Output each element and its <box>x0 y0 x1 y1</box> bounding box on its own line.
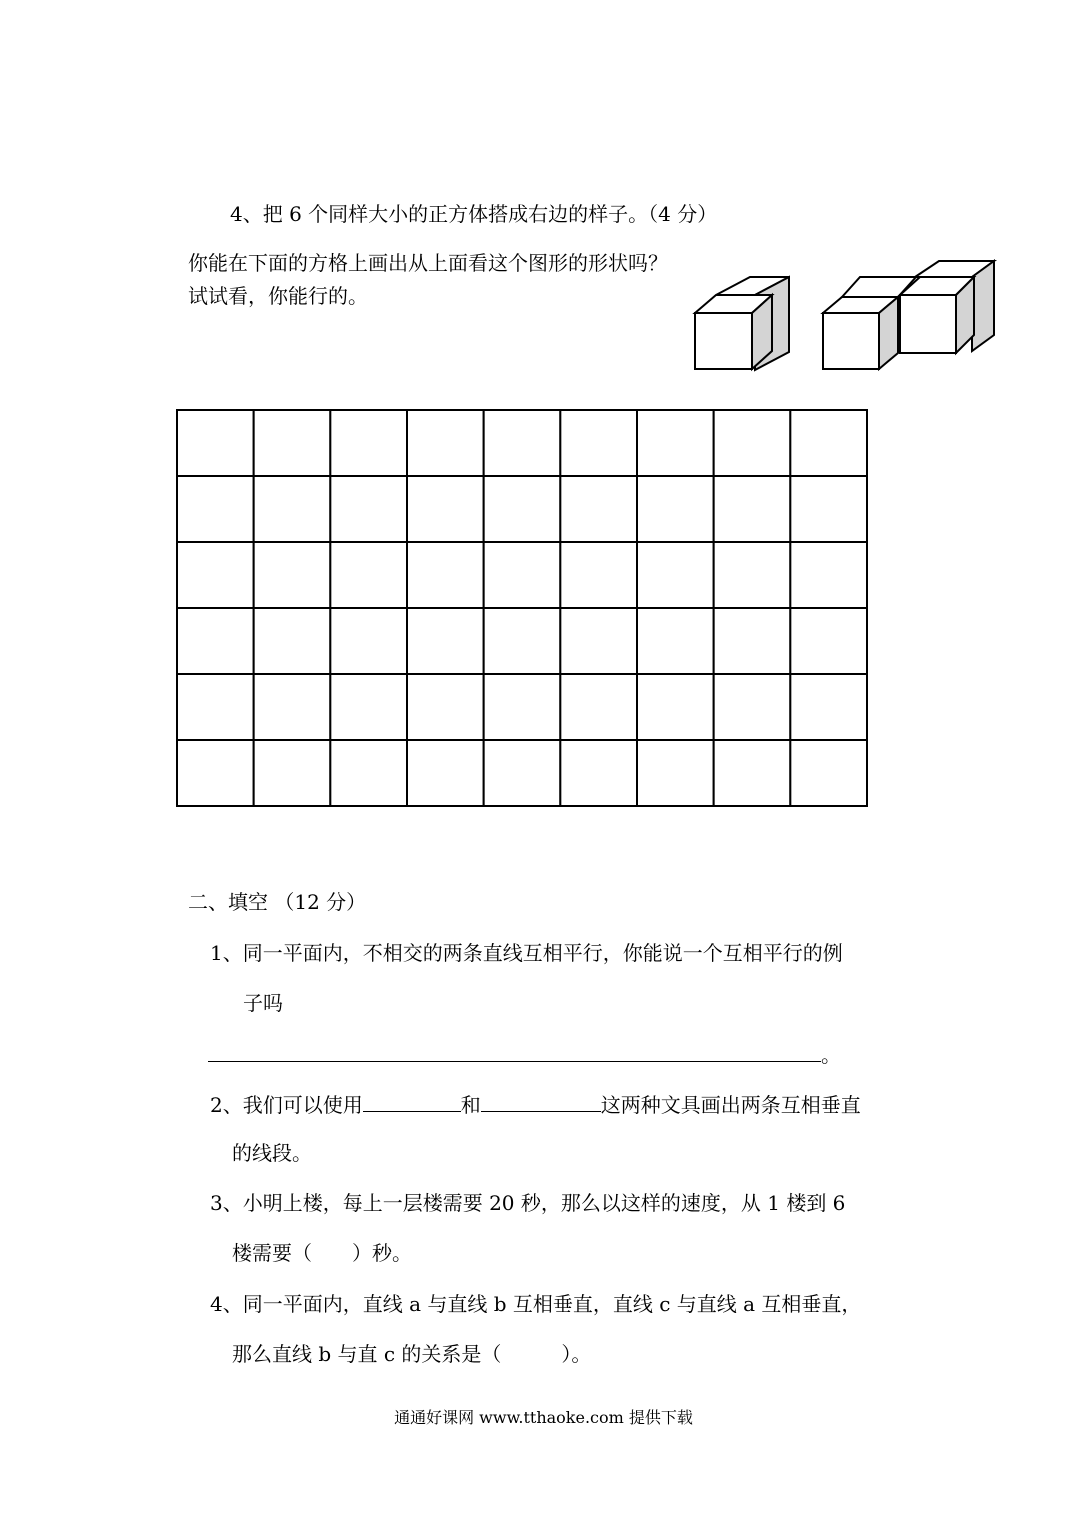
item2-prefix: 2、我们可以使用 <box>210 1093 363 1117</box>
item1-line2: 子吗 <box>243 991 283 1015</box>
grid-cell[interactable] <box>560 542 637 608</box>
grid-cell[interactable] <box>254 542 331 608</box>
grid-cell[interactable] <box>407 740 484 806</box>
cube-right-front-left <box>823 297 898 369</box>
grid-cell[interactable] <box>254 476 331 542</box>
grid-cell[interactable] <box>330 476 407 542</box>
grid-cell[interactable] <box>714 608 791 674</box>
grid-cell[interactable] <box>254 410 331 476</box>
grid-cell[interactable] <box>714 542 791 608</box>
grid-cell[interactable] <box>254 740 331 806</box>
grid-cell[interactable] <box>790 740 867 806</box>
grid-cell[interactable] <box>177 410 254 476</box>
grid-cell[interactable] <box>637 608 714 674</box>
grid-cell[interactable] <box>330 740 407 806</box>
grid-cell[interactable] <box>560 674 637 740</box>
grid-cell[interactable] <box>790 674 867 740</box>
item1-line1: 1、同一平面内，不相交的两条直线互相平行，你能说一个互相平行的例 <box>210 941 843 965</box>
grid-cell[interactable] <box>177 740 254 806</box>
cube-left-front <box>695 295 772 369</box>
cube-arrangement-figure <box>690 255 1010 380</box>
grid-cell[interactable] <box>790 410 867 476</box>
grid-cell[interactable] <box>560 410 637 476</box>
grid-cell[interactable] <box>714 740 791 806</box>
grid-cell[interactable] <box>177 674 254 740</box>
grid-cell[interactable] <box>407 542 484 608</box>
grid-cell[interactable] <box>560 476 637 542</box>
section2-heading: 二、填空 （12 分） <box>188 890 367 914</box>
item2-blank-2[interactable] <box>481 1091 601 1112</box>
q4-prompt-line2: 试试看，你能行的。 <box>188 284 368 308</box>
grid-cell[interactable] <box>637 476 714 542</box>
item1-answer-end: 。 <box>821 1043 841 1067</box>
grid-cell[interactable] <box>790 608 867 674</box>
item2-line1 <box>210 1091 861 1117</box>
item1-answer-blank[interactable] <box>208 1041 821 1062</box>
footer-credit: 通通好课网 www.tthaoke.com 提供下载 <box>394 1408 693 1427</box>
grid-cell[interactable] <box>484 674 561 740</box>
grid-cell[interactable] <box>330 410 407 476</box>
item3-line1: 3、小明上楼，每上一层楼需要 20 秒，那么以这样的速度，从 1 楼到 6 <box>210 1191 846 1215</box>
grid-cell[interactable] <box>484 740 561 806</box>
grid-cell[interactable] <box>407 608 484 674</box>
grid-cell[interactable] <box>714 410 791 476</box>
grid-cell[interactable] <box>484 476 561 542</box>
grid-cell[interactable] <box>560 608 637 674</box>
grid-cell[interactable] <box>484 410 561 476</box>
grid-cell[interactable] <box>714 674 791 740</box>
grid-cell[interactable] <box>407 476 484 542</box>
item2-blank-1[interactable] <box>363 1091 461 1112</box>
grid-cell[interactable] <box>177 542 254 608</box>
grid-cell[interactable] <box>637 410 714 476</box>
grid-cell[interactable] <box>714 476 791 542</box>
grid-cell[interactable] <box>637 542 714 608</box>
item4-line1: 4、同一平面内，直线 a 与直线 b 互相垂直，直线 c 与直线 a 互相垂直， <box>210 1292 862 1316</box>
grid-cell[interactable] <box>790 476 867 542</box>
grid-cell[interactable] <box>790 542 867 608</box>
grid-cell[interactable] <box>177 608 254 674</box>
grid-cell[interactable] <box>330 608 407 674</box>
item2-suffix: 这两种文具画出两条互相垂直 <box>600 1093 861 1117</box>
item2-middle: 和 <box>460 1093 481 1117</box>
q4-prompt-line1: 你能在下面的方格上画出从上面看这个图形的形状吗？ <box>188 251 668 275</box>
item2-line2: 的线段。 <box>232 1141 312 1165</box>
grid-cell[interactable] <box>484 608 561 674</box>
grid-cell[interactable] <box>407 410 484 476</box>
item4-line2: 那么直线 b 与直 c 的关系是（ ）。 <box>232 1342 592 1366</box>
cube-right-front-right <box>900 277 974 353</box>
grid-cell[interactable] <box>254 608 331 674</box>
grid-cell[interactable] <box>637 674 714 740</box>
grid-cell[interactable] <box>560 740 637 806</box>
grid-cell[interactable] <box>254 674 331 740</box>
drawing-grid[interactable] <box>175 408 869 808</box>
grid-cell[interactable] <box>330 542 407 608</box>
grid-cell[interactable] <box>330 674 407 740</box>
grid-cell[interactable] <box>484 542 561 608</box>
grid-cell[interactable] <box>177 476 254 542</box>
item1-answer-line[interactable] <box>208 1041 841 1067</box>
item3-line2: 楼需要（ ）秒。 <box>232 1241 412 1265</box>
q4-title: 4、把 6 个同样大小的正方体搭成右边的样子。（4 分） <box>230 202 718 226</box>
grid-cell[interactable] <box>637 740 714 806</box>
grid-cell[interactable] <box>407 674 484 740</box>
